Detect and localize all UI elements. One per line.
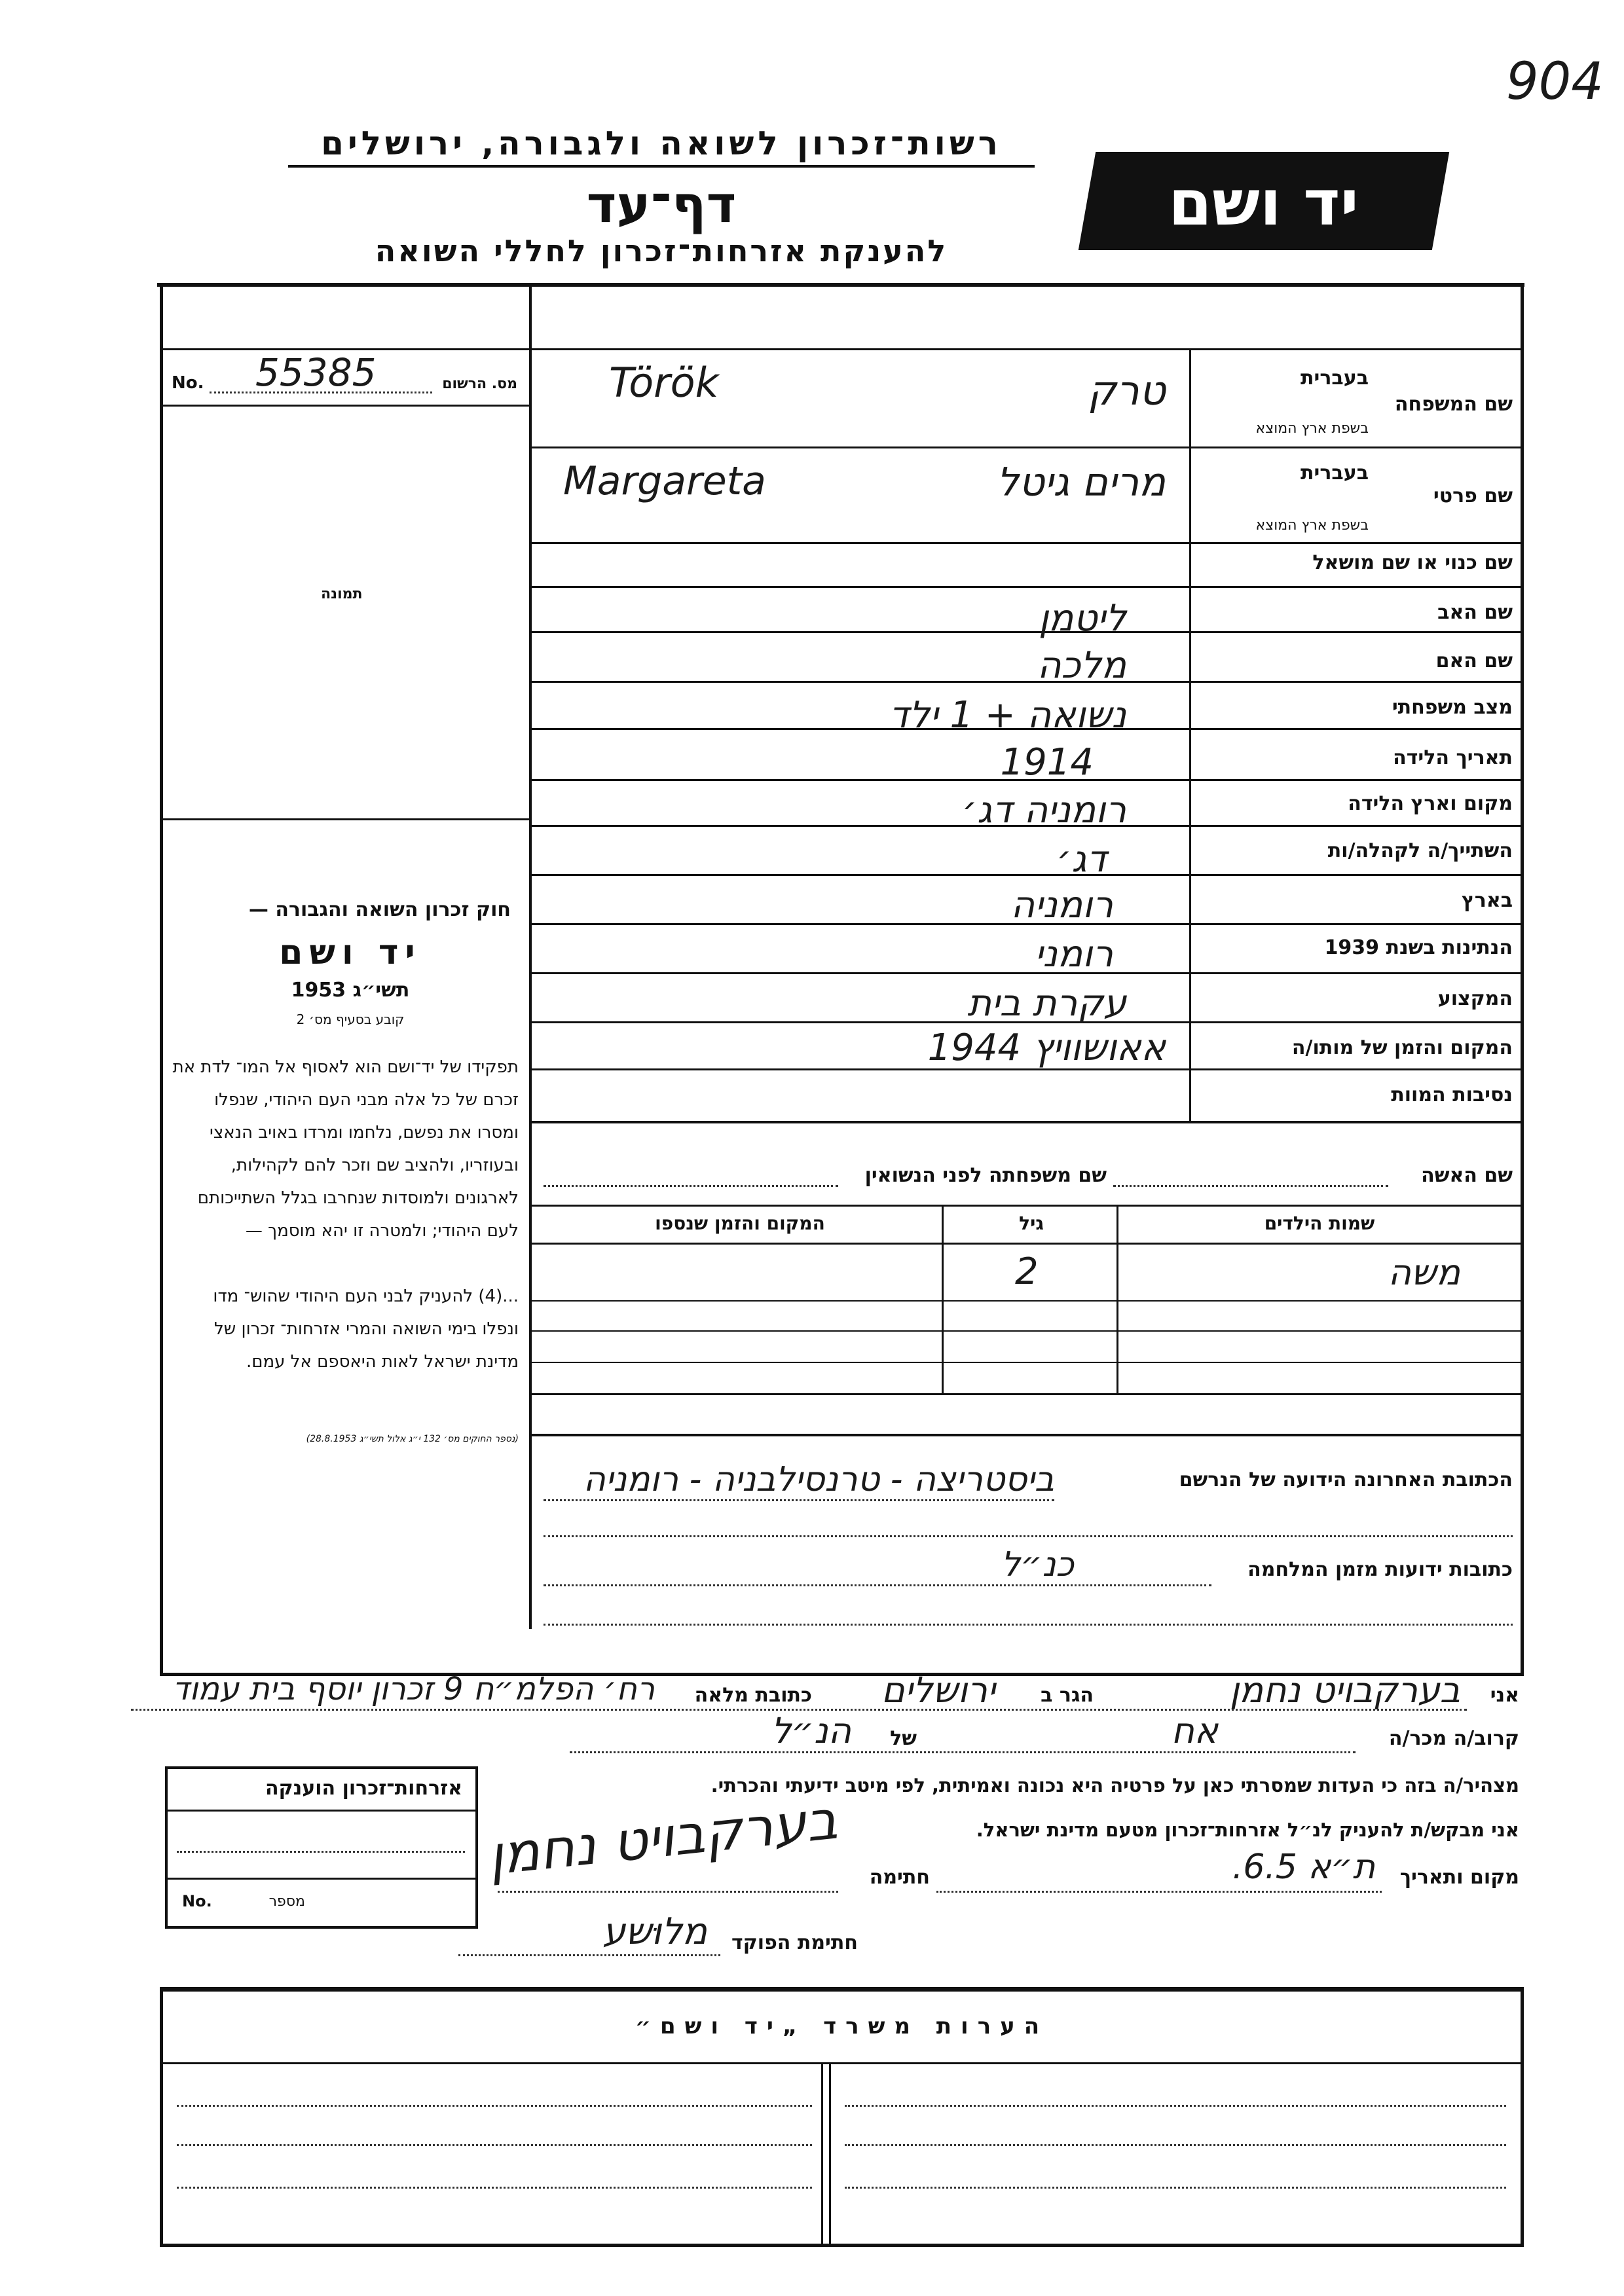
- request-text: אני מבקש/ת להעניק לנ״ל אזרחות־זכרון מטעם מדינת ישראל.: [976, 1819, 1519, 1841]
- death-place-value: אאושוויץ 1944: [927, 1027, 1166, 1069]
- label-officer-signature: חתימת הפוקד: [731, 1931, 858, 1954]
- witness-name: בערקבויט נחמן: [1229, 1669, 1460, 1711]
- label-place-date: מקום ותאריך: [1399, 1866, 1519, 1889]
- label-war-address: כתובות ידועות מזמן המלחמה: [1247, 1558, 1513, 1581]
- label-family-name: שם המשפחה: [1394, 393, 1513, 416]
- country-value: רומניה: [1010, 884, 1113, 926]
- mother-value: מלכה: [1037, 644, 1126, 687]
- label-birth-place: מקום וארץ הלידה: [1348, 792, 1513, 815]
- family-name-local-value: Török: [609, 359, 719, 407]
- label-community: השתייך/ה לקהלה/ות: [1327, 839, 1513, 862]
- children-header-age: גיל: [1019, 1212, 1044, 1234]
- box-title: אזרחות־זכרון הוענקה: [265, 1777, 462, 1800]
- law-footnote: (נספר החוקים מס׳ 132 י״ג אלול תשי״ג 28.8.1953): [306, 1434, 519, 1444]
- label-hebrew: בעברית: [1301, 367, 1369, 390]
- table-row: משה: [1388, 1252, 1460, 1293]
- birth-place-value: רומניה דג׳: [961, 789, 1126, 831]
- occupation-value: עקרת בית: [967, 982, 1126, 1025]
- label-country: בארץ: [1461, 889, 1513, 912]
- label-i: אני: [1490, 1684, 1519, 1707]
- children-header-names: שמות הילדים: [1264, 1212, 1375, 1234]
- label-of: של: [890, 1727, 917, 1750]
- label-resident: הגר ב: [1041, 1684, 1094, 1707]
- box-number-label: מספר: [268, 1893, 305, 1910]
- law-title: חוק זכרון השואה והגבורה —: [248, 898, 511, 921]
- witness-city: ירושלים: [881, 1669, 995, 1711]
- label-maiden-name: שם משפחתה לפני הנשואין: [864, 1164, 1107, 1187]
- father-value: ליטמן: [1039, 597, 1126, 640]
- label-mother: שם האם: [1435, 649, 1513, 672]
- birth-date-value: 1914: [1000, 741, 1094, 784]
- photo-label: תמונה: [321, 586, 363, 602]
- place-date-value: ת״א 6.5.: [1232, 1848, 1375, 1887]
- label-local-lang: בשפת ארץ המוצא: [1255, 420, 1369, 437]
- last-address-value: ביסטריצה - טרנסילבניה - רומניה: [583, 1460, 1054, 1499]
- reg-label: מס. הרשום: [442, 376, 517, 392]
- witness-signature: בערקבויט נחמן: [485, 1789, 840, 1888]
- label-wife: שם האשה: [1421, 1164, 1513, 1187]
- yad-vashem-logo: [1079, 152, 1449, 250]
- of-value: הנ״ל: [771, 1710, 851, 1751]
- label-father: שם האב: [1437, 601, 1513, 624]
- officer-signature: מלוּשע: [602, 1910, 707, 1953]
- citizenship-value: רומני: [1035, 933, 1113, 975]
- law-paragraph-2: ...(4) להעניק לבני העם היהודי שהוש־ מדו ונפלו בימי השואה והמרי אזרחות־ זכרון של מדינת ישראל לאות היאספם אל עמם.: [213, 1286, 519, 1372]
- first-name-hebrew-value: מרים גיטל: [996, 460, 1166, 505]
- child-age: 2: [1015, 1250, 1039, 1293]
- family-name-hebrew-value: טרק: [1087, 367, 1166, 414]
- relation-value: אח: [1171, 1710, 1218, 1751]
- logo-text: יד ושם: [1168, 166, 1359, 240]
- label-marital: מצב משפחתי: [1392, 696, 1513, 719]
- label-last-address: הכתובת האחרונה הידועה של הנרשם: [1179, 1468, 1513, 1491]
- label-signature: חתימה: [869, 1866, 930, 1889]
- label-hebrew-2: בעברית: [1301, 462, 1369, 484]
- page-number: 904: [1506, 52, 1604, 111]
- law-year: תשי״ג 1953: [291, 979, 410, 1002]
- declaration-text: מצהיר/ה בזה כי העדות שמסרתי כאן על פרטיה היא נכונה ואמיתית, לפי מיטב ידיעתי והכרתי.: [710, 1774, 1519, 1796]
- label-citizenship: הנתינות בשנת 1939: [1324, 936, 1513, 959]
- label-first-name: שם פרטי: [1433, 484, 1513, 507]
- form-subtitle: להענקת אזרחות־זכרון לחללי השואה: [375, 233, 948, 268]
- office-notes-title: הערות משרד „יד ושם״: [635, 2013, 1049, 2039]
- first-name-local-value: Margareta: [563, 458, 766, 504]
- label-occupation: המקצוע: [1437, 987, 1513, 1010]
- war-address-value: כנ״ל: [1001, 1545, 1074, 1584]
- marital-value: נשואה + 1 ילד: [889, 694, 1126, 737]
- children-header-place: המקום והזמן שנספו: [655, 1212, 825, 1234]
- label-local-lang-2: בשפת ארץ המוצא: [1255, 517, 1369, 534]
- label-death-circumstances: נסיבות המוות: [1391, 1084, 1513, 1106]
- citizenship-granted-box: [165, 1766, 478, 1929]
- label-full-address: כתובת מלאה: [694, 1684, 812, 1707]
- authority-name: רשות־זכרון לשואה ולגבורה, ירושלים: [288, 124, 1035, 168]
- law-paragraph-1: תפקידו של יד־ושם הוא לאסוף אל המו־ לדת את זכרם של כל אלה מבני העם היהודי, שנפלו ומסרו את נפשם, נלחמו ומרדו באויב הנאצי ובעוזריו, ולהציב שם וזכר להם לקהילות, לארגונים ולמוסדות שנחרבו בגלל השתייכותם לעם היהודי; ולמטרה זו יהא מוסמך —: [172, 1057, 519, 1241]
- label-relative: קרוב/ה מכר/ה: [1388, 1727, 1519, 1750]
- witness-full-address: רח׳ הפלמ״ח 9 זכרון יוסף בית עמוד: [172, 1671, 655, 1707]
- law-section: קובע בסעיף מס׳ 2: [296, 1011, 405, 1027]
- form-title: דף־עד: [586, 175, 737, 234]
- registration-number: 55385: [255, 350, 377, 395]
- label-nickname: שם כנוי או שם מושאל: [1312, 551, 1513, 574]
- law-name: יד ושם: [279, 933, 422, 972]
- label-birth-date: תאריך הלידה: [1393, 746, 1513, 769]
- reg-no-label: No.: [172, 373, 204, 393]
- community-value: דג׳: [1056, 838, 1107, 881]
- box-no-label: No.: [182, 1892, 212, 1910]
- label-death-place: המקום והזמן של מותו/ה: [1291, 1036, 1513, 1059]
